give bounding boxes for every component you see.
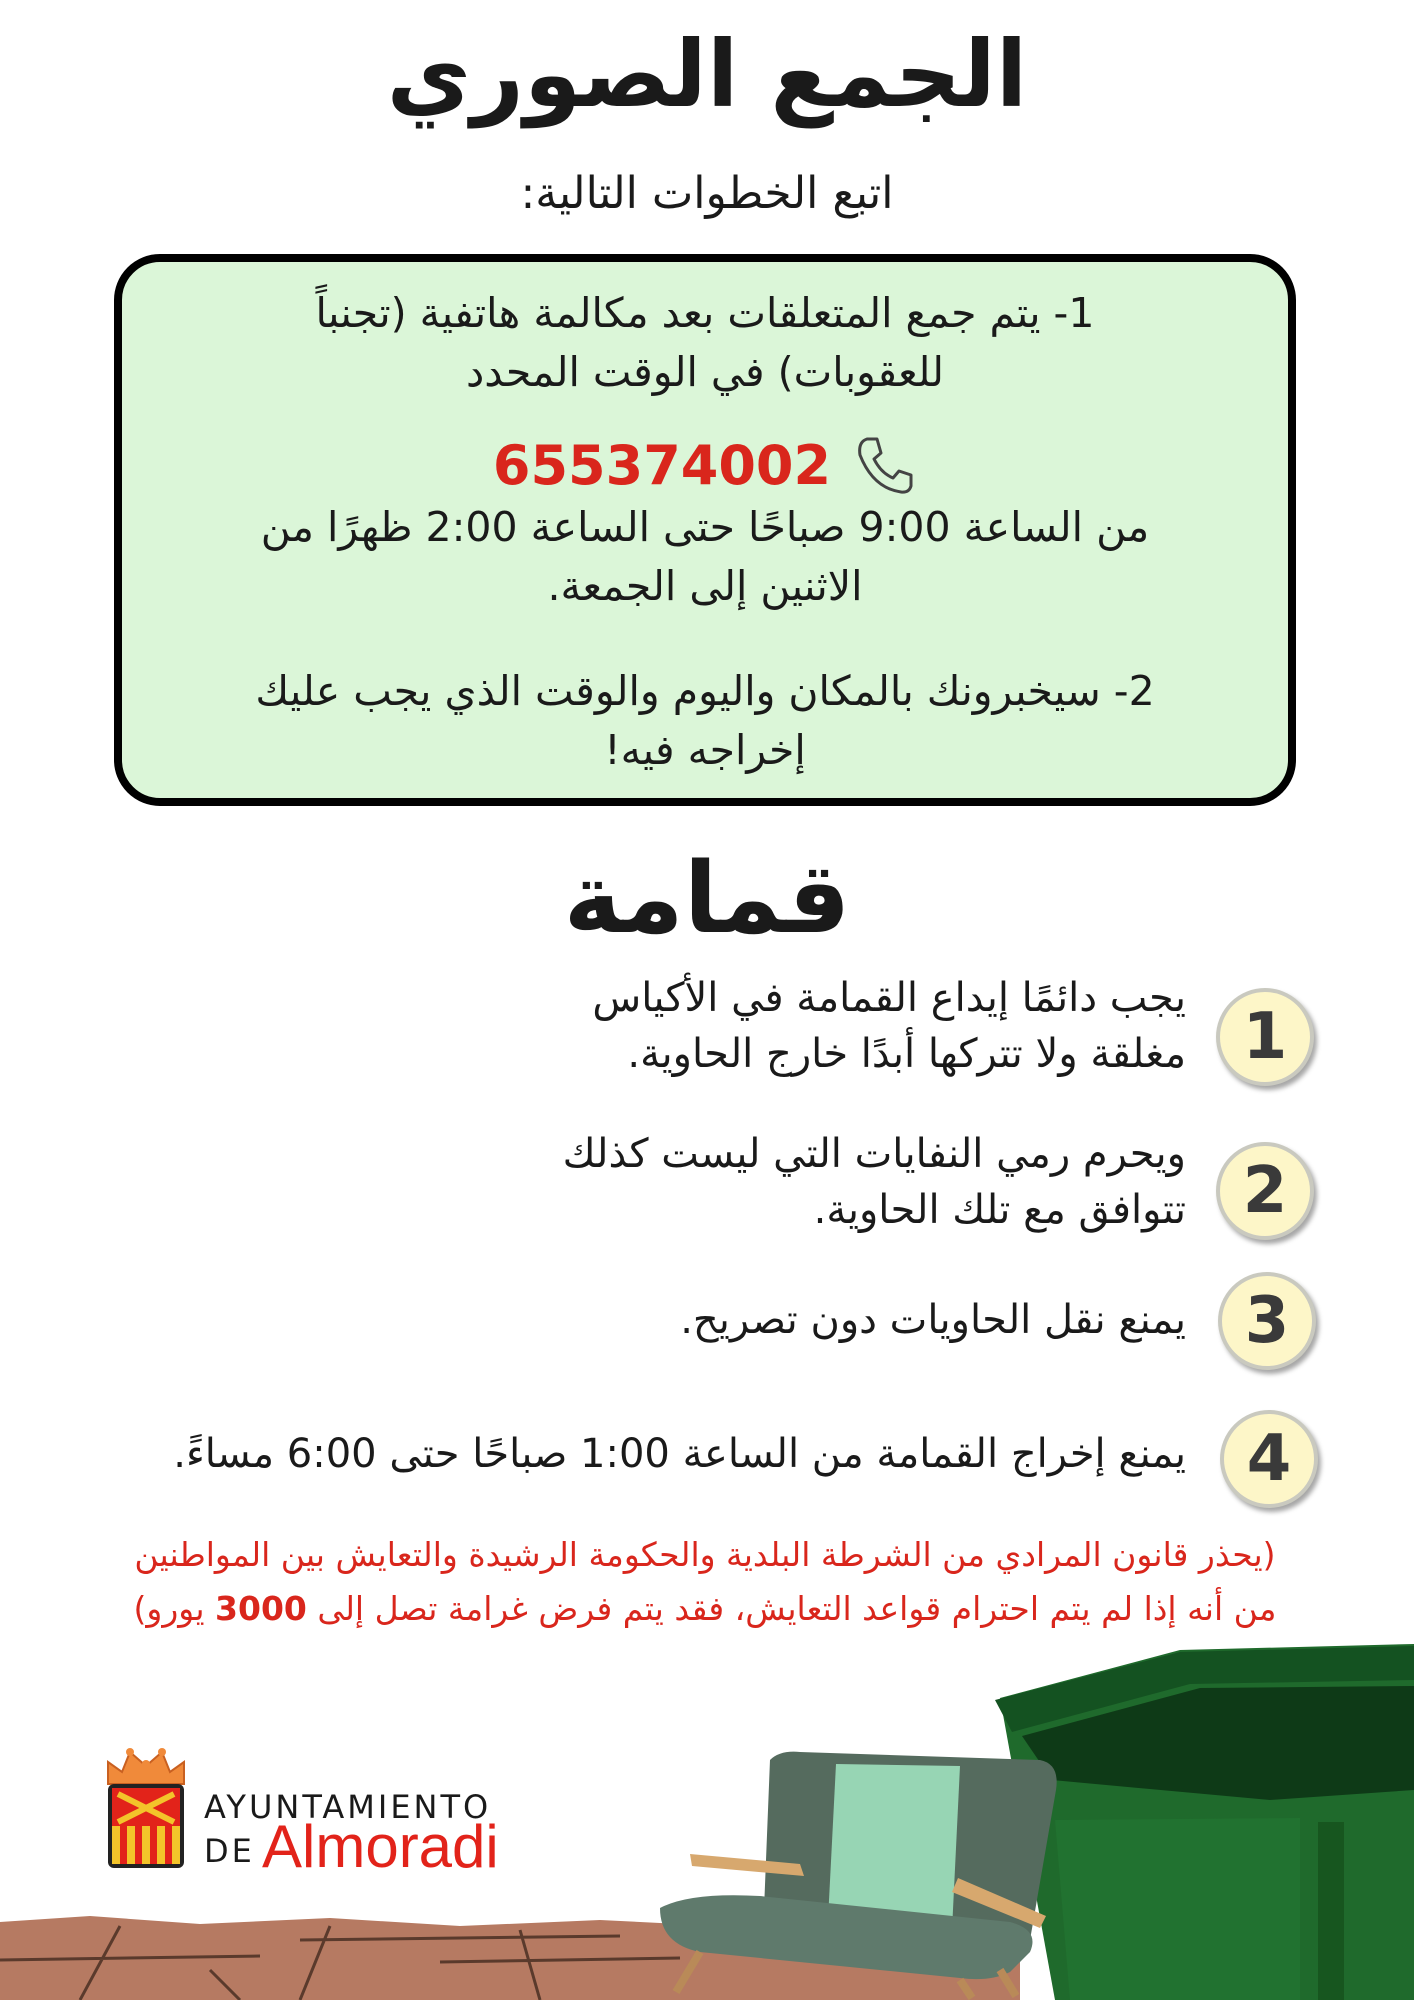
phone-row <box>122 430 1288 500</box>
warning-line-2 <box>60 1582 1350 1636</box>
hours-text <box>162 498 1248 617</box>
logo-line-1: AYUNTAMIENTO <box>204 1788 492 1826</box>
step-1-line-2: للعقوبات) في الوقت المحدد <box>466 348 944 397</box>
page-subtitle: اتبع الخطوات التالية: <box>520 168 894 219</box>
rule-3-text <box>66 1292 1186 1348</box>
warning-line-1: (يحذر قانون المرادي من الشرطة البلدية والحكومة الرشيدة والتعايش بين المواطنين <box>134 1535 1276 1574</box>
rule-1-line-2: مغلقة ولا تتركها أبدًا خارج الحاوية. <box>627 1031 1186 1077</box>
rule-4-line-1: يمنع إخراج القمامة من الساعة 1:00 صباحًا حتى 6:00 مساءً. <box>173 1431 1186 1477</box>
step-2-text <box>162 662 1248 781</box>
hours-line-2: الاثنين إلى الجمعة. <box>547 562 863 611</box>
rule-2-line-1: ويحرم رمي النفايات التي ليست كذلك <box>562 1131 1186 1177</box>
legal-warning <box>60 1528 1350 1637</box>
fine-amount: 3000 <box>215 1589 307 1629</box>
rule-2-line-2: تتوافق مع تلك الحاوية. <box>813 1187 1186 1233</box>
warning-line-2-end: يورو) <box>133 1589 216 1629</box>
step-2-line-1: 2- سيخبرونك بالمكان واليوم والوقت الذي يجب عليك <box>255 667 1155 715</box>
step-2-line-2: إخراجه فيه! <box>604 726 806 775</box>
phone-number[interactable]: 655374002 <box>492 433 832 497</box>
logo-prefix: DE <box>204 1832 255 1870</box>
section-title: قمامة <box>563 842 851 956</box>
step-1-text <box>162 284 1248 403</box>
step-1-line-1: 1- يتم جمع المتعلقات بعد مكالمة هاتفية (تجنباً <box>315 289 1095 337</box>
page-title: الجمع الصوري <box>386 21 1028 128</box>
rule-3-line-1: يمنع نقل الحاويات دون تصريح. <box>680 1297 1186 1343</box>
hours-line-1: من الساعة 9:00 صباحًا حتى الساعة 2:00 ظهرًا من <box>260 503 1150 551</box>
warning-line-2-start: من أنه إذا لم يتم احترام قواعد التعايش، فقد يتم فرض غرامة تصل إلى <box>306 1589 1277 1629</box>
rule-2-text <box>66 1126 1186 1238</box>
rule-4-text <box>26 1426 1186 1482</box>
rule-number-1: 1 <box>1216 988 1314 1086</box>
steps-box <box>114 254 1296 806</box>
container-illustration <box>995 1644 1414 2000</box>
rule-number-3: 3 <box>1218 1272 1316 1370</box>
rule-number-4: 4 <box>1220 1410 1318 1508</box>
rule-number-2: 2 <box>1216 1142 1314 1240</box>
phone-icon <box>853 433 917 497</box>
crest-icon <box>100 1744 192 1872</box>
logo-town-name: Almoradi <box>262 1813 499 1880</box>
rule-1-line-1: يجب دائمًا إيداع القمامة في الأكياس <box>592 975 1186 1021</box>
rule-1-text <box>66 970 1186 1082</box>
